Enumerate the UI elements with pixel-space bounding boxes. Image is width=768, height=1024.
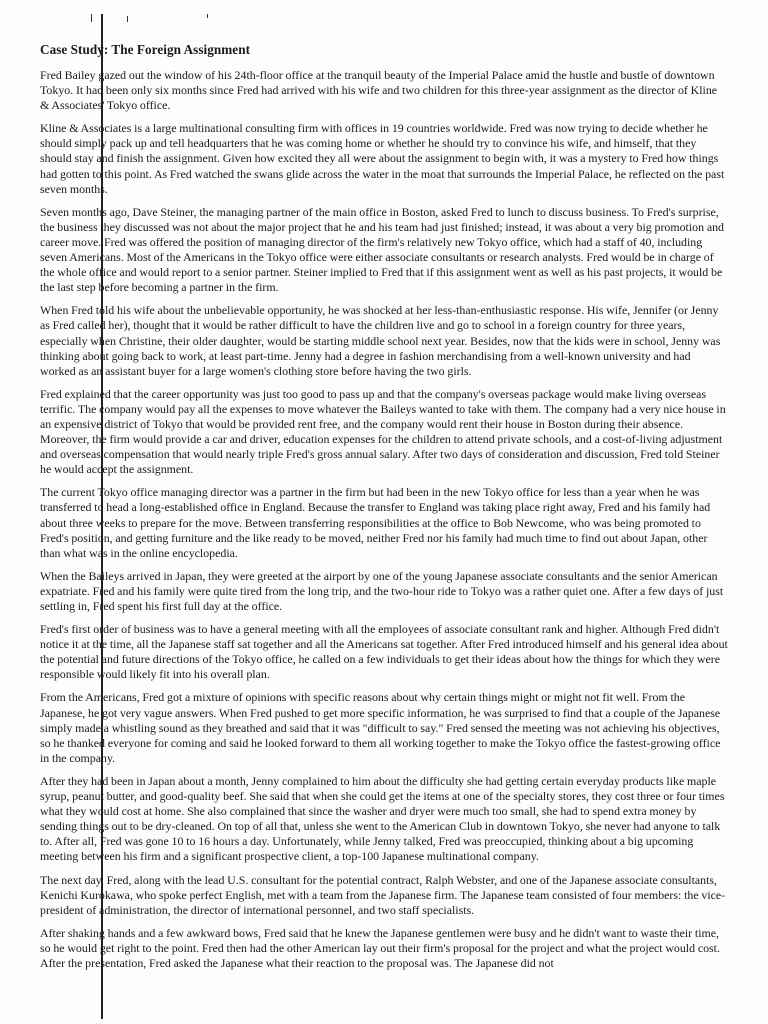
paragraph: Fred explained that the career opportunity was just too good to pass up and that the company's overseas package would make living overseas terrific. The company would pay all the expenses to move whatever the Baileys wanted to take with them. The company had a very nice house in an expensive district of Tokyo that would be provided rent free, and the company would rent their house in Boston during their absence. Moreover, the firm would provide a car and driver, education expenses for the children to attend private schools, and a cost-of-living adjustment and overseas compensation that would nearly triple Fred's gross annual salary. After two days of consideration and discussion, Fred told Steiner he would accept the assignment. [40,386,726,477]
scan-speck [91,14,92,22]
paragraph: After shaking hands and a few awkward bows, Fred said that he knew the Japanese gentlemen were busy and he didn't want to waste their time, so he would get right to the point. Fred then had the other American lay out their firm's proposal for the project and what the project would cost. After the presentation, Fred asked the Japanese what their reaction to the proposal was. The Japanese did not [40,925,720,970]
paragraph: When the Baileys arrived in Japan, they were greeted at the airport by one of the young Japanese associate consultants and the senior American expatriate. Fred and his family were quite tired from the long trip, and the two-hour ride to Tokyo was a rather quiet one. After a few days of just settling in, Fred spent his first full day at the office. [40,568,724,613]
document-body [40,42,728,979]
paragraph: The next day, Fred, along with the lead U.S. consultant for the potential contract, Ralph Webster, and one of the Japanese associate consultants, Kenichi Kurokawa, who spoke perfect English, met with a team from the Japanese firm. The Japanese team consisted of four members: the vice-president of administration, the director of international personnel, and two staff specialists. [40,872,726,917]
paragraph: The current Tokyo office managing director was a partner in the firm but had been in the new Tokyo office for less than a year when he was transferred to head a long-established office in England. Because the transfer to England was taking place right away, Fred and his family had about three weeks to prepare for the move. Between transferring responsibilities at the office to Bob Newcome, who was being promoted to Fred's position, and getting furniture and the like ready to be moved, neither Fred nor his family had much time to find out about Japan, other than what was in the online encyclopedia. [40,485,711,560]
paragraph: From the Americans, Fred got a mixture of opinions with specific reasons about why certain things might or might not fit well. From the Japanese, he got very vague answers. When Fred pushed to get more specific information, he was surprised to find that a couple of the Japanese simply made a whistling sound as they breathed and said that it was "difficult to say." Fred sensed the meeting was not achieving his objectives, so he thanked everyone for coming and said he looked forward to them all working together to make the Tokyo office the fastest-growing office in the company. [40,690,721,765]
paragraph: Fred Bailey gazed out the window of his 24th-floor office at the tranquil beauty of the Imperial Palace amid the hustle and bustle of downtown Tokyo. It had been only six months since Fred had arrived with his wife and two children for this three-year assignment as the director of Kline & Associates' Tokyo office. [40,68,718,113]
document-title: Case Study: The Foreign Assignment [40,42,251,57]
scan-speck [127,16,128,22]
paragraph: When Fred told his wife about the unbelievable opportunity, he was shocked at her less-than-enthusiastic response. His wife, Jennifer (or Jenny as Fred called her), thought that it would be rather difficult to have the children live and go to school in a foreign country for three years, especially when Christine, their older daughter, would be starting middle school next year. Besides, now that the kids were in school, Jenny was thinking about going back to work, at least part-time. Jenny had a degree in fashion merchandising from a well-known university and had worked as an assistant buyer for a large women's clothing store before having the two girls. [40,303,721,378]
paragraph: Kline & Associates is a large multinational consulting firm with offices in 19 countries worldwide. Fred was now trying to decide whether he should simply pack up and tell headquarters that he was coming home or whether he should try to convince his wife, and himself, that they should stay and finish the assignment. Given how excited they all were about the assignment to begin with, it was a mystery to Fred how things had gotten to this point. As Fred watched the swans glide across the water in the moat that surrounds the Imperial Palace, he reflected on the past seven months. [40,121,725,196]
paragraph: After they had been in Japan about a month, Jenny complained to him about the difficulty she had getting certain everyday products like maple syrup, peanut butter, and good-quality beef. She said that when she could get the items at one of the specialty stores, they cost three or four times what they would cost at home. She also complained that since the washer and dryer were much too small, she had to spend extra money by sending things out to be dry-cleaned. On top of all that, unless she went to the American Club in downtown Tokyo, she never had anyone to talk to. After all, Fred was gone 10 to 16 hours a day. Unfortunately, while Jenny talked, Fred was preoccupied, thinking about a big upcoming meeting between his firm and a significant prospective client, a top-100 Japanese multinational company. [40,773,725,864]
scan-speck [207,14,208,18]
paragraph: Fred's first order of business was to have a general meeting with all the employees of associate consultant rank and higher. Although Fred didn't notice it at the time, all the Japanese staff sat together and all the Americans sat together. After Fred introduced himself and his general idea about the potential and future directions of the Tokyo office, he called on a few individuals to get their ideas about how the things for which they were responsible would likely fit into his overall plan. [40,622,728,682]
paragraph: Seven months ago, Dave Steiner, the managing partner of the main office in Boston, asked Fred to lunch to discuss business. To Fred's surprise, the business they discussed was not about the major project that he and his team had just finished; instead, it was about a very big promotion and career move. Fred was offered the position of managing director of the firm's relatively new Tokyo office, which had a staff of 40, including seven Americans. Most of the Americans in the Tokyo office were either associate consultants or research analysts. Fred would be in charge of the whole office and would report to a senior partner. Steiner implied to Fred that if this assignment went as well as his past projects, it would be the last step before becoming a partner in the firm. [40,204,724,295]
